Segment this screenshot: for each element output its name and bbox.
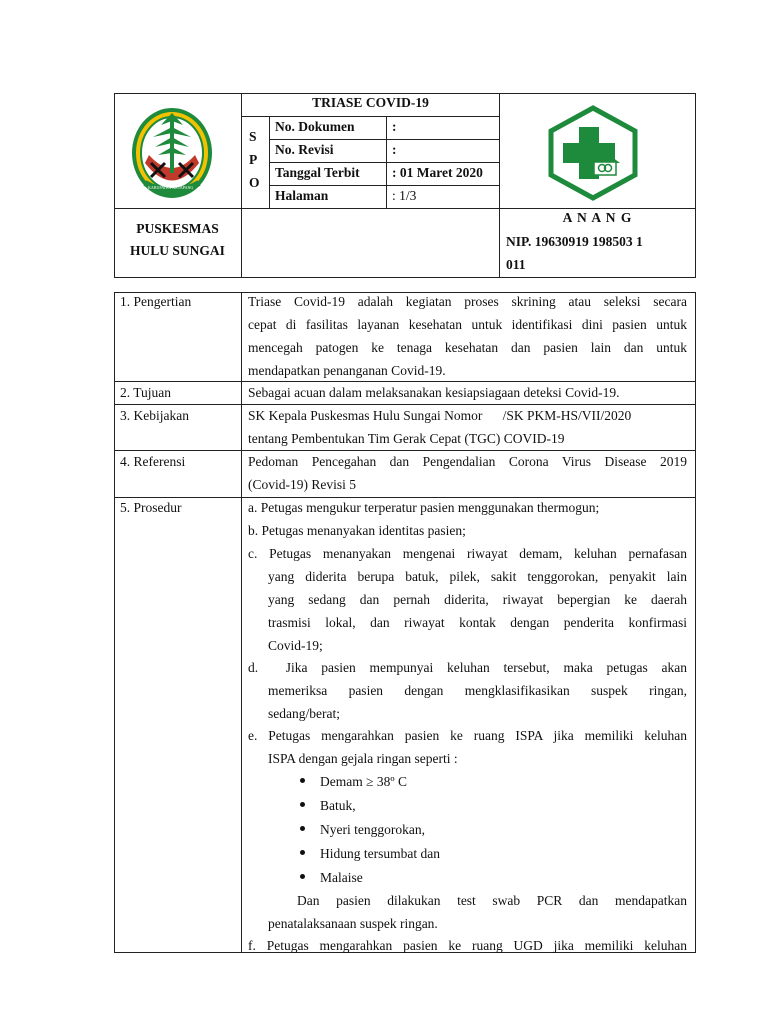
kebijakan-line-2: tentang Pembentukan Tim Gerak Cepat (TGC) COVID-19 xyxy=(248,431,565,446)
puskesmas-logo xyxy=(546,105,640,201)
symptom-item: Hidung tersumbat dan xyxy=(320,846,440,861)
prosedur-item-b: b. Petugas menanyakan identitas pasien; xyxy=(248,523,466,538)
prosedur-item-d-line-2: memeriksa pasien dengan mengklasifikasikan suspek ringan, xyxy=(268,683,687,698)
prosedur-item-e-line-1: e. Petugas mengarahkan pasien ke ruang ISPA jika memiliki keluhan xyxy=(248,728,687,743)
bullet-icon xyxy=(300,778,305,783)
page-label: Halaman xyxy=(275,188,329,203)
page-value: : 1/3 xyxy=(392,188,417,203)
institution-name-line1: PUSKESMAS xyxy=(136,221,219,236)
section-label-pengertian: 1. Pengertian xyxy=(120,294,192,309)
section-label-tujuan: 2. Tujuan xyxy=(120,385,172,400)
pengertian-line-3: mencegah patogen ke tenaga kesehatan dan pasien lain dan untuk xyxy=(248,340,687,355)
bullet-icon xyxy=(300,850,305,855)
section-label-prosedur: 5. Prosedur xyxy=(120,500,182,515)
institution-name-line2: HULU SUNGAI xyxy=(130,243,225,258)
bullet-icon xyxy=(300,874,305,879)
prosedur-item-d-line-1: d. Jika pasien mempunyai keluhan tersebut, maka petugas akan xyxy=(248,660,687,675)
kebijakan-line-1: SK Kepala Puskesmas Hulu Sungai Nomor /SK PKM-HS/VII/2020 xyxy=(248,408,632,423)
symptom-item: Malaise xyxy=(320,870,363,885)
prosedur-item-c-line-2: yang diderita berupa batuk, pilek, sakit tenggorokan, penyakit lain xyxy=(268,569,687,584)
prosedur-item-c-line-5: Covid-19; xyxy=(268,638,323,653)
spo-letter-p: P xyxy=(249,152,258,167)
document-title: TRIASE COVID-19 xyxy=(312,95,429,110)
emblem-caption: KABUPATEN KETAPANG xyxy=(148,185,194,190)
pengertian-line-4: mendapatkan penanganan Covid-19. xyxy=(248,363,446,378)
prosedur-item-c-line-3: yang sedang dan pernah diderita, riwayat bepergian ke daerah xyxy=(268,592,687,607)
pengertian-line-1: Triase Covid-19 adalah kegiatan proses skrining atau seleksi secara xyxy=(248,294,687,309)
symptom-item: Batuk, xyxy=(320,798,356,813)
doc-number-label: No. Dokumen xyxy=(275,119,355,134)
prosedur-item-d-line-3: sedang/berat; xyxy=(268,706,340,721)
bullet-icon xyxy=(300,826,305,831)
signer-name: A N A N G xyxy=(562,210,633,225)
signer-nip: NIP. 19630919 198503 1 xyxy=(506,234,643,249)
prosedur-item-e-after-line-1: Dan pasien dilakukan test swab PCR dan mendapatkan xyxy=(297,893,687,908)
prosedur-item-e-line-2: ISPA dengan gejala ringan seperti : xyxy=(268,751,458,766)
referensi-line-1: Pedoman Pencegahan dan Pengendalian Corona Virus Disease 2019 xyxy=(248,454,687,469)
district-emblem-logo xyxy=(131,103,213,198)
doc-number-value: : xyxy=(392,119,397,134)
pengertian-line-2: cepat di fasilitas layanan kesehatan untuk identifikasi dini pasien untuk xyxy=(248,317,687,332)
prosedur-item-c-line-4: trasmisi lokal, dan riwayat kontak dengan penderita konfirmasi xyxy=(268,615,687,630)
section-label-kebijakan: 3. Kebijakan xyxy=(120,408,189,423)
tujuan-text: Sebagai acuan dalam melaksanakan kesiapsiagaan deteksi Covid-19. xyxy=(248,385,620,400)
prosedur-item-c-line-1: c. Petugas menanyakan mengenai riwayat demam, keluhan pernafasan xyxy=(248,546,687,561)
signer-nip-cont: 011 xyxy=(506,257,526,272)
prosedur-item-a: a. Petugas mengukur terperatur pasien menggunakan thermogun; xyxy=(248,500,600,515)
spo-letter-s: S xyxy=(249,129,257,144)
revision-label: No. Revisi xyxy=(275,142,334,157)
prosedur-item-f-line-1: f. Petugas mengarahkan pasien ke ruang UGD jika memiliki keluhan xyxy=(248,938,687,953)
symptom-item: Nyeri tenggorokan, xyxy=(320,822,425,837)
issue-date-label: Tanggal Terbit xyxy=(275,165,360,180)
revision-value: : xyxy=(392,142,397,157)
bullet-icon xyxy=(300,802,305,807)
issue-date-value: : 01 Maret 2020 xyxy=(392,165,483,180)
prosedur-item-e-after-line-2: penatalaksanaan suspek ringan. xyxy=(268,916,438,931)
symptom-item: Demam ≥ 38º C xyxy=(320,774,407,789)
section-label-referensi: 4. Referensi xyxy=(120,454,186,469)
referensi-line-2: (Covid-19) Revisi 5 xyxy=(248,477,356,492)
spo-letter-o: O xyxy=(249,175,260,190)
